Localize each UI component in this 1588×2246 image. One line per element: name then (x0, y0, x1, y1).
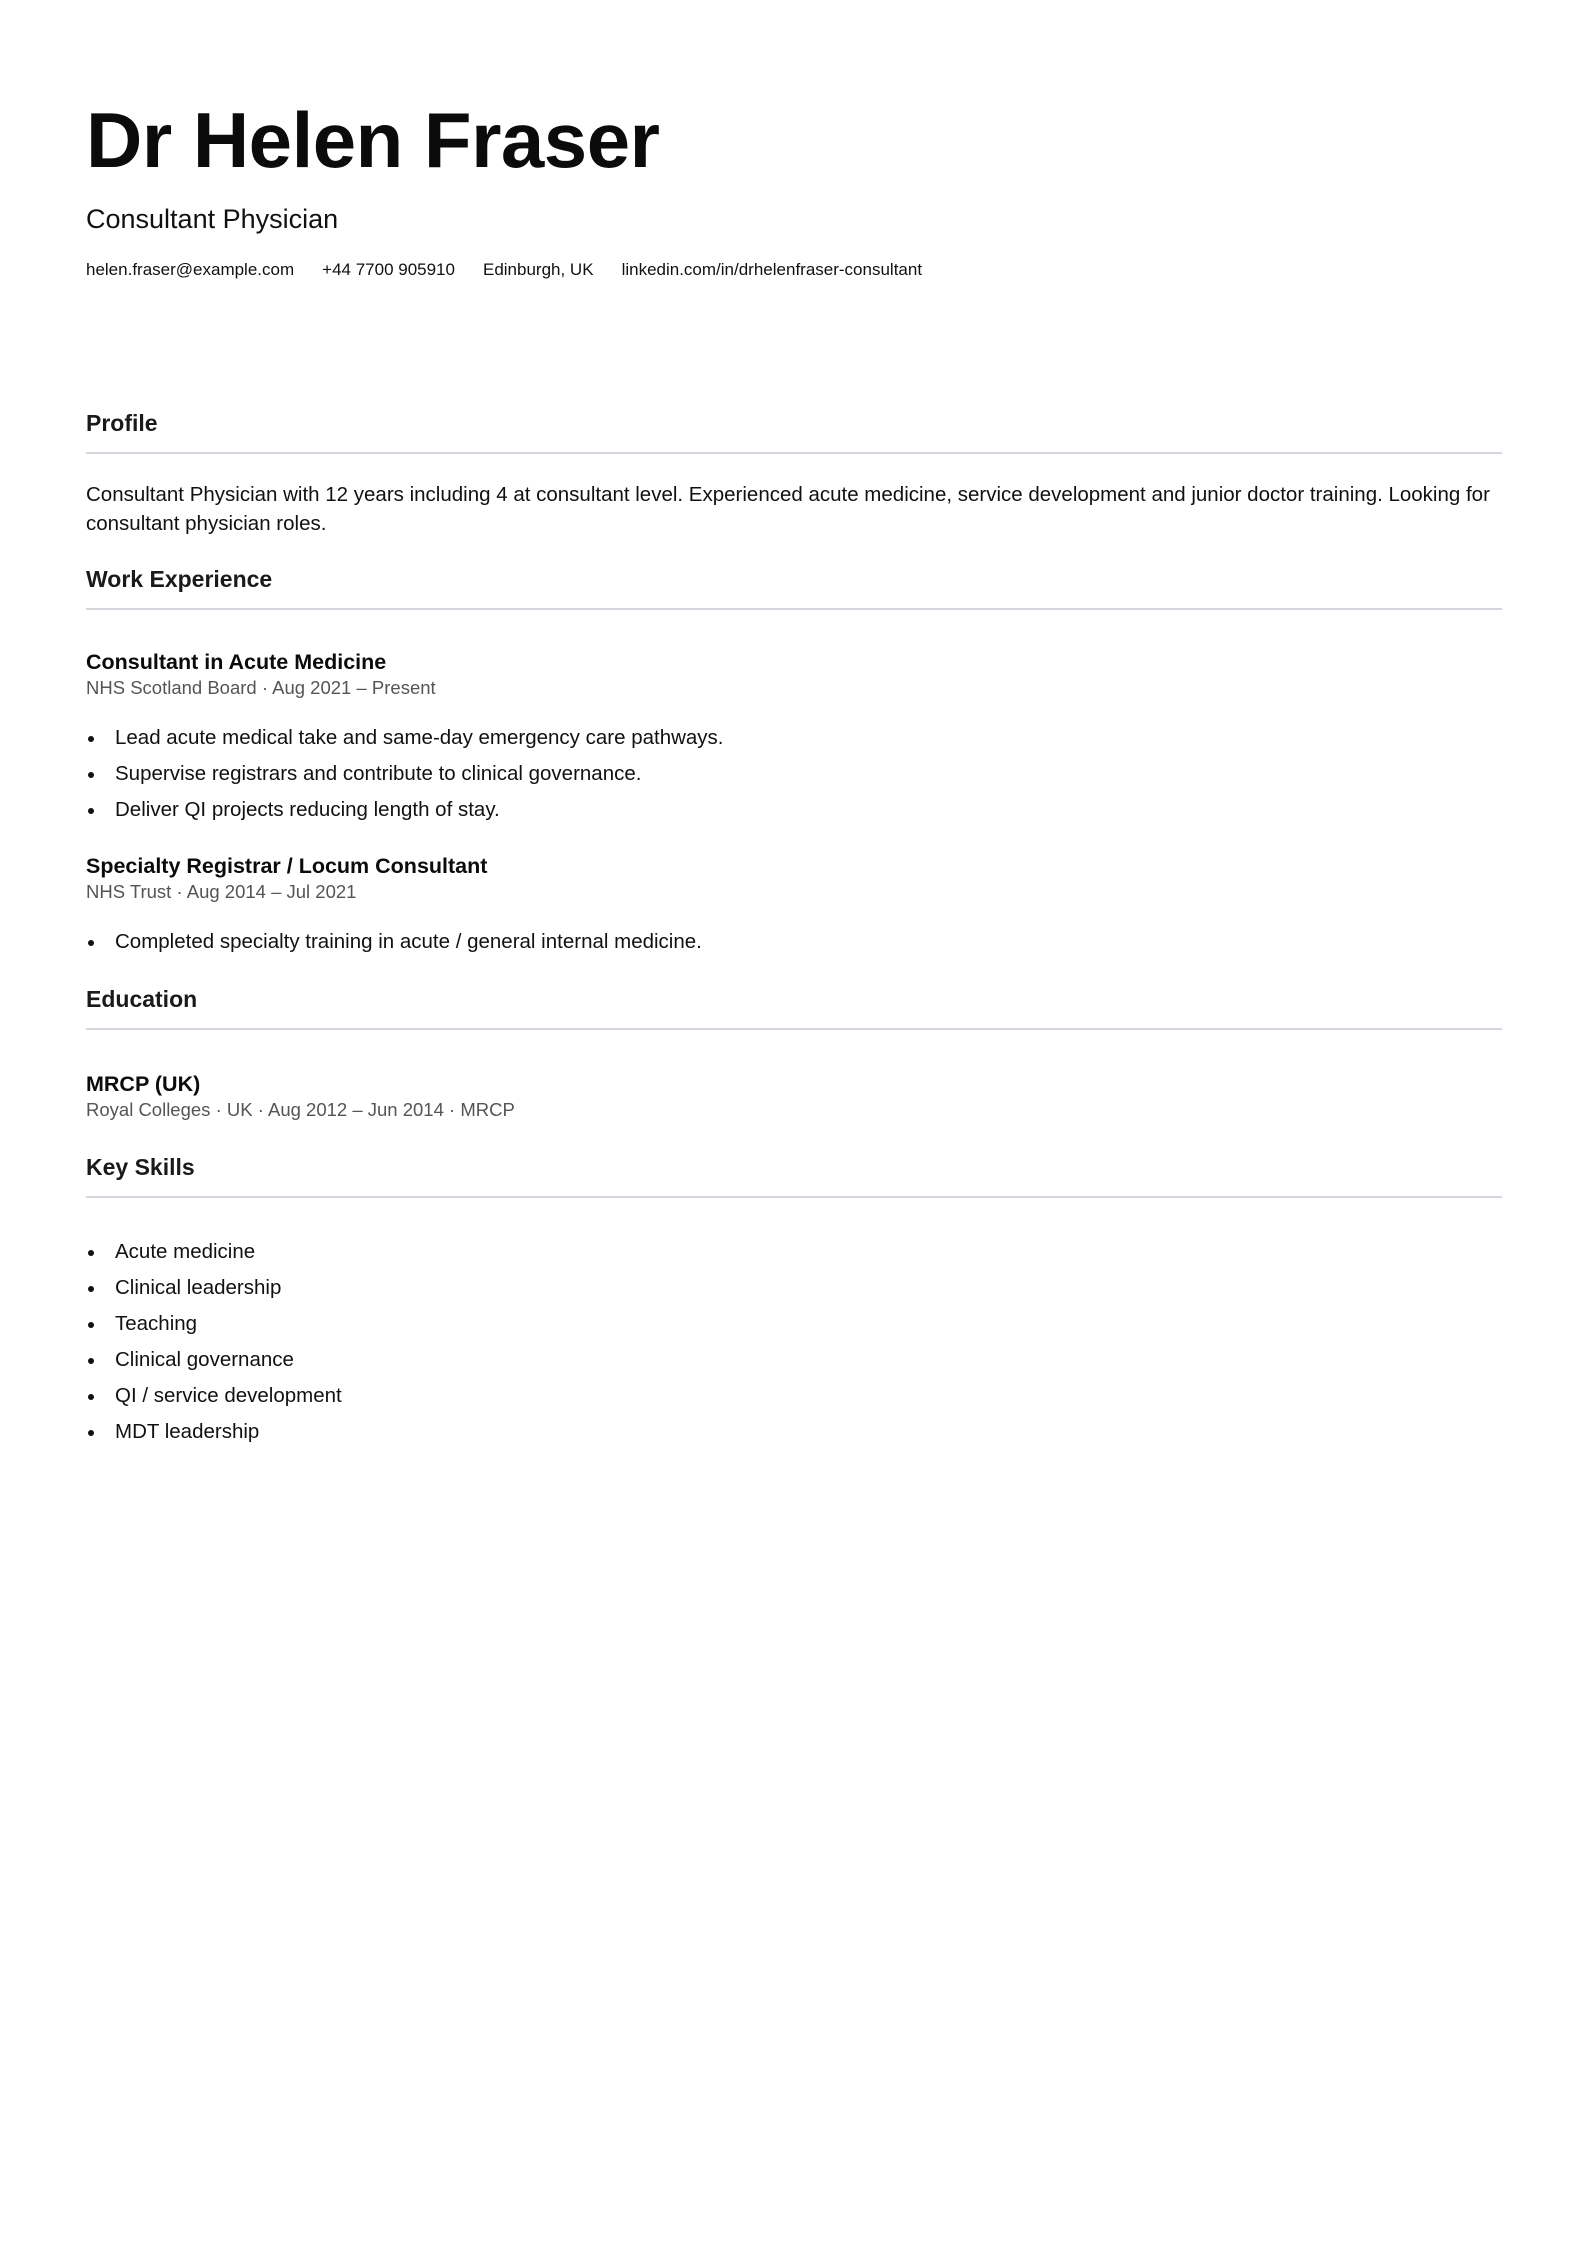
contact-linkedin: linkedin.com/in/drhelenfraser-consultant (621, 260, 923, 279)
job-bullet: Lead acute medical take and same-day emergency care pathways. (86, 720, 1502, 756)
job-meta: NHS Scotland Board · Aug 2021 – Present (86, 677, 436, 698)
skills-section (86, 1152, 1502, 1450)
job-bullets (86, 720, 1502, 828)
skill-item: MDT leadership (86, 1414, 1502, 1450)
job-meta: NHS Trust · Aug 2014 – Jul 2021 (86, 881, 357, 902)
section-title-skills: Key Skills (86, 1152, 1502, 1198)
skills-list (86, 1234, 1502, 1450)
resume-header (86, 96, 1502, 282)
profile-summary: Consultant Physician with 12 years including 4 at consultant level. Experienced acute medicine, service development and junior doctor training. Looking for consultant physician roles. (86, 483, 1490, 535)
section-title-education: Education (86, 984, 1502, 1030)
job-entry (86, 648, 1502, 828)
education-meta: Royal Colleges · UK · Aug 2012 – Jun 2014 · MRCP (86, 1099, 515, 1120)
skill-item: Clinical leadership (86, 1270, 1502, 1306)
education-section (86, 984, 1502, 1122)
section-title-experience: Work Experience (86, 564, 1502, 610)
job-bullet: Deliver QI projects reducing length of stay. (86, 792, 1502, 828)
education-entry (86, 1070, 1502, 1122)
contact-line (86, 258, 1502, 282)
contact-phone: +44 7700 905910 (322, 260, 455, 279)
job-title: Consultant in Acute Medicine (86, 650, 387, 674)
job-entry (86, 852, 1502, 960)
job-bullets (86, 924, 1502, 960)
skill-item: Clinical governance (86, 1342, 1502, 1378)
skill-item: Acute medicine (86, 1234, 1502, 1270)
skill-item: QI / service development (86, 1378, 1502, 1414)
job-bullet: Completed specialty training in acute / general internal medicine. (86, 924, 1502, 960)
education-degree: MRCP (UK) (86, 1072, 201, 1096)
contact-location: Edinburgh, UK (482, 260, 594, 279)
candidate-name: Dr Helen Fraser (86, 96, 660, 184)
job-title: Specialty Registrar / Locum Consultant (86, 854, 488, 878)
profile-section (86, 408, 1502, 538)
job-bullet: Supervise registrars and contribute to clinical governance. (86, 756, 1502, 792)
section-title-profile: Profile (86, 408, 1502, 454)
skill-item: Teaching (86, 1306, 1502, 1342)
candidate-role: Consultant Physician (86, 204, 339, 234)
experience-section (86, 564, 1502, 960)
contact-email: helen.fraser@example.com (86, 260, 295, 279)
